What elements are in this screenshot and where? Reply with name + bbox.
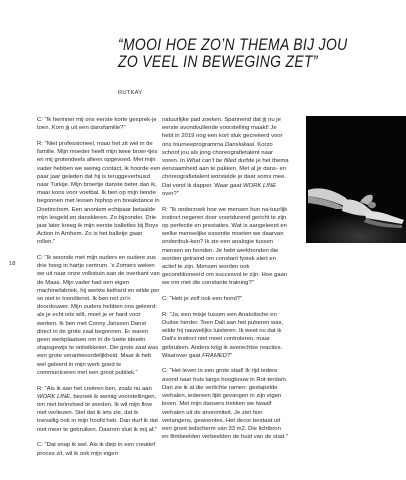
paragraph: C: "Ik woonde met mijn ouders en oudere zus drie hoog in hartje centrum. 's Zomers weken we uit naar onze volkstuin aan de overkant van de Maas. Mijn vader had een eigen machinefabriek, hij werkte keihard en wilde per se niet in loondienst. Ik ben net zo'n doordouwer. Mijn ouders hebben ons geleerd: als je echt iets wilt, moet je er hard voor werken. Ik ben met Conny Janssen Danst direct in de grote zaal begonnen. Er waren geen werkplaatsen om in de luwte ideeën stapsgewijs te ontwikkelen. Die grote zaal was een grote verantwoordelijkheid. Maar ik heb wel geleerd in mijn werk goed te communiceren met een groot publiek.": [37, 255, 160, 376]
page-number: 18: [9, 261, 16, 267]
text-run: durfde je het thema eenzaamheid aan te pakken. Met al je dans- en choreografietalent worstelde je daar soms mee. Dat vond ik dapper. Waar gaat: [162, 158, 289, 189]
text-run: natuurlijke pad zoeken. Spannend dat jij nu je eerste avondvullende voorstelling maakt! Je hebt in 2019 nog een kort stuk gecreëerd voor ons tourneeprogramma: [162, 117, 283, 148]
paragraph: R: "Niet professioneel, maar het zit wel in de familie. Mijn moeder heeft mijn twee broer-tjes en mij grotendeels alleen opgevoed. Met mijn vader hebben we weinig contact, ik hoorde een paar jaar geleden dat hij is teruggeverhuisd naar Turkije. Mijn broertje danste beter dan ik, maar koos voor voetbal. Ik ben op mijn tiende begonnen met lessen hiphop en breakdance in Doetinchem. Een anoniem echtpaar betaalde mijn lesgeld en danskleren. Zo bijzonder. Drie jaar later kreeg ik mijn eerste balletles bij Boys Action in Arnhem. Zo is het balletje gaan rollen.": [37, 140, 161, 246]
text-run: . Korzo schoof jou als jong choreografietalent naar voren. In: [162, 141, 274, 165]
paragraph: C: "Het leven in een grote stad! Ik rijd iedere avond naar huis langs hoogbouw in Rot-terdam. Dan zie ik al die verlichte ramen: gestapelde verhalen, iedereen lijkt gevangen in zijn eigen leven. Met mijn dansers trekken we twaalf verhalen uit de anonimiteit. Je ziet hun verlangens, gewoontes. Het decor bestaat uit een groot ledscherm van 33 m2. Die lichtbron en filmbeelden verbeelden de huid van de stad.": [162, 368, 288, 441]
title-run: Danslokaal: [224, 141, 255, 148]
paragraph: C: "Dat snap ik wel. Als ik diep in een creatief proces zit, wil ik ook mijn eigen: [37, 442, 155, 457]
left-text-column: [37, 116, 161, 465]
dancer-photo-illustration: [306, 116, 406, 243]
middle-text-column: [162, 116, 289, 449]
paragraph: [37, 385, 161, 434]
paragraph: C: "Heb je zelf ook een hond?": [162, 296, 243, 303]
text-run: R: "Ja, een mixje tussen een Anatolische en Duitse herder. Toen Dali aan het puberen was, wilde hij nauwelijks luisteren. Ik weet nu dat ik Dali's instinct niet moet controleren, maar gebruiken. Anders krijg ik averechtse reacties. Waarover gaat: [162, 311, 284, 359]
paragraph: C: "Ik herinner mij ons eerste korte gesprek-je toen. Kom jij uit een dansfamilie?": [37, 117, 157, 132]
byline: RUTKAY: [118, 90, 143, 96]
headline: [118, 36, 348, 71]
title-run: What can't be filled: [186, 158, 237, 165]
title-run: WORK LINE: [243, 182, 277, 189]
title-run: WORK LINE: [37, 393, 71, 400]
text-run: , bezoek ik weinig voorstellingen, om niet beïnvloed te worden. Ik wil mijn flow niet verliezen. Stel dat ik iets zie, dat ik toevallig ook in mijn hoofd heb. Dan durf ik dat niet meer te gebruiken. Daarom sluit ik mij af.": [37, 393, 158, 433]
text-run: ?": [226, 352, 233, 359]
headline-line-1: “MOOI HOE ZO’N THEMA BIJ JOU: [118, 36, 348, 54]
title-run: FRAMED: [202, 352, 227, 359]
text-run: R: "Als ik aan het creëren ben, zoals nu aan: [37, 385, 152, 392]
paragraph: [162, 116, 289, 198]
paragraph: R: "Ik onderzoek hoe we mensen hun na-tuurlijk instinct negeren door voortdurend gericht te zijn op perfectie en prestaties. Wat is aangeleerd en welke menselijke essentie moeten we daarvan onderdruk-ken? Ik zie een analogie tussen mensen en honden. Je hebt werkhonden die worden getraind om constant fysiek alert en actief te zijn. Mensen worden ook geconditioneerd om succesvol te zijn. Hoe gaan we om met die constante training?": [162, 206, 288, 287]
text-run: over?": [162, 190, 179, 197]
paragraph: [162, 311, 289, 360]
headline-line-2: ZO VEEL IN BEWEGING ZET”: [118, 53, 318, 71]
dancer-photo: [306, 116, 406, 243]
